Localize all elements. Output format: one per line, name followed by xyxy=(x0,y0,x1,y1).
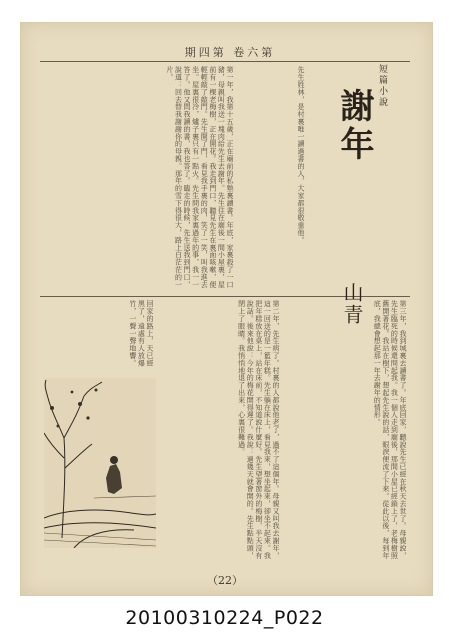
body-text-lower-left: 回家的路上，天已經黑了，遠處有人放爆竹，一聲一聲地響。 xyxy=(128,300,154,367)
issue-header: 期四第 卷六第 xyxy=(184,46,276,59)
body-text-upper-right: 先生姓林，是村裏唯一讀過書的人，大家都很敬重他。 xyxy=(297,66,305,244)
page-number: （22） xyxy=(207,574,243,587)
genre-label: 短篇小說 xyxy=(377,64,387,108)
body-text-lower-right: 第三年，我到城裏去讀書了。年底回家，聽說先生已經在秋天去世了。母親說，先生臨死的時候還問起我。我一個人走到廟後，那間小屋已經鎖上了，老梅樹照舊開著花。我站在樹下，想起先生說的話，眼淚便流了下來。從此以後，每到年底，我總會想起那一年去謝年的情形。 xyxy=(373,300,407,559)
archive-id-caption: 20100310224_P022 xyxy=(125,607,324,629)
story-title: 謝年 xyxy=(334,88,374,164)
header-rule xyxy=(40,61,410,62)
body-text-upper: 第一年，我第十五歲，正在廟前的私塾裏讀書。年底，家裏殺了一口豬，母親叫我送一塊肉給先生去謝年。先生住在廟後一間小屋裏，屋前有一棵老梅樹，正在開花。我走到門口，聽見先生在裏面咳嗽，便輕輕敲了敲門。先生開了門，看見我手裏的肉，笑了一笑，叫我進去坐。屋裏很冷，爐子裏只有一點火。先生問我家裏過年的事，我一一答了。他又問我讀的書，我也答了。臨走的時候，先生送我到門口，說道：回去替我謝謝你的母親。那年的雪下得很大，路上白茫茫的一片。 xyxy=(165,66,234,288)
author-name: 山青 xyxy=(340,282,364,326)
body-text-lower-middle: 第二年，先生病了。村裏的人都說他老了，過不了這個年。母親又叫我去謝年，這一回送的是一籃年糕。先生躺在床上，看見我來，想坐起來，卻坐不起來。我把年糕放在桌上，站在床前，不知道說什麼好。先生望著窗外的梅樹，半天沒有說話。後來他說：今年的梅花開得遲了。我說：過幾天就會開的。先生點點頭，閉上了眼睛。我悄悄地退了出來，心裏很難過。 xyxy=(237,300,280,559)
woodcut-illustration xyxy=(44,378,156,548)
